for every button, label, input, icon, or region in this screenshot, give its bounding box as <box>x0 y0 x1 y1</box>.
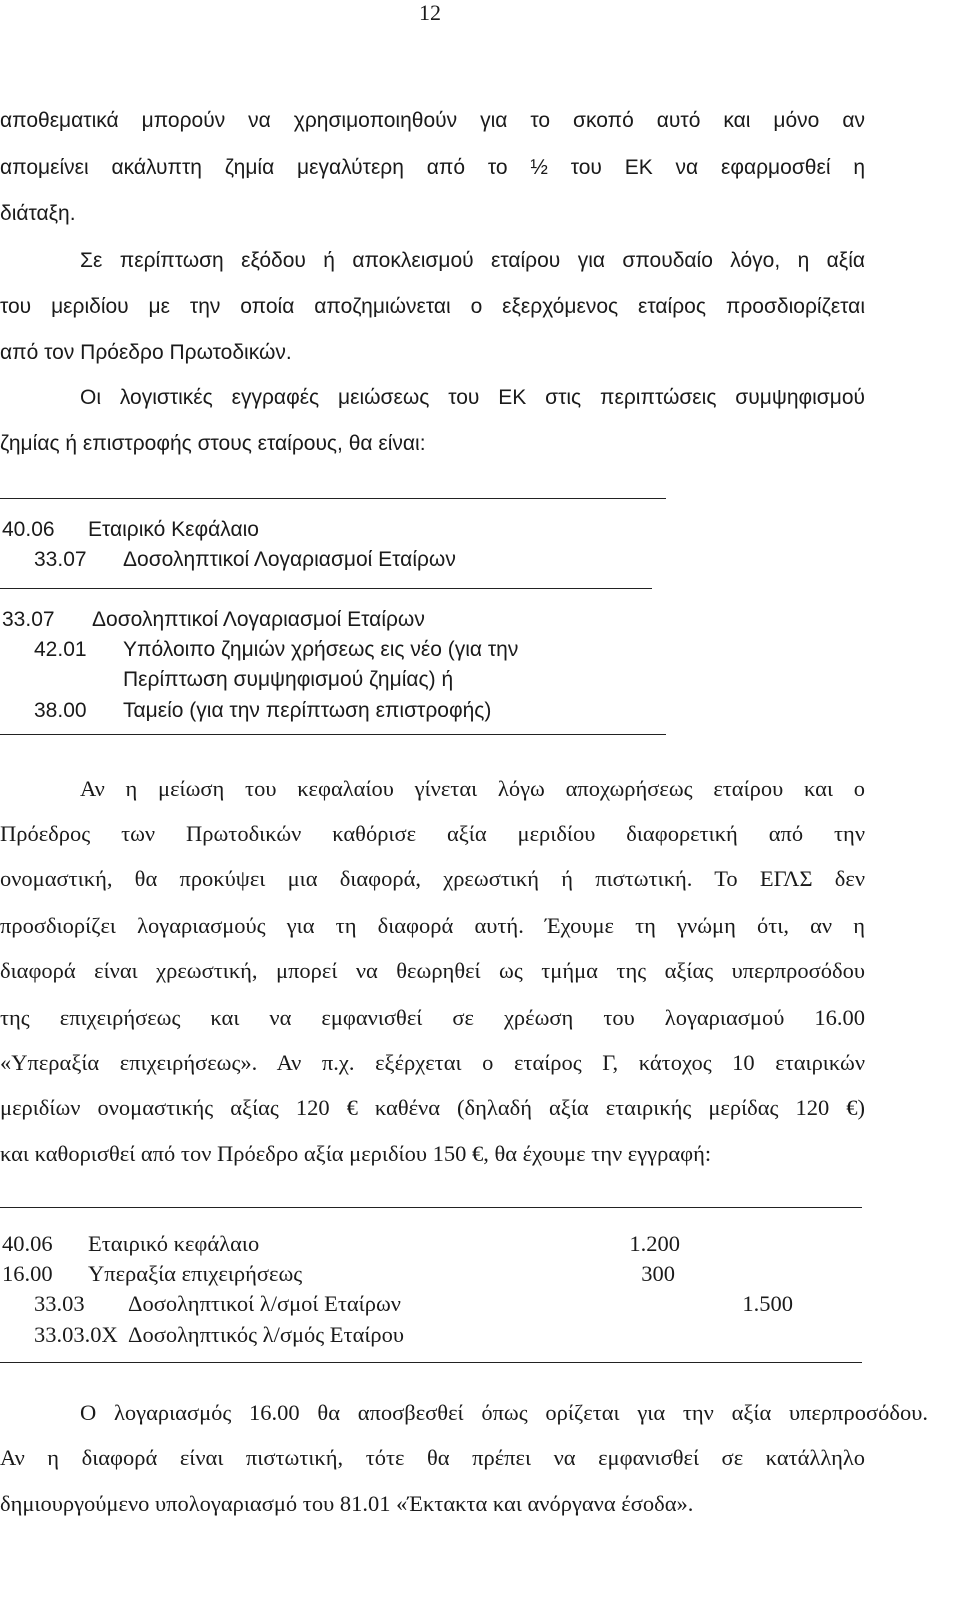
credit-amount: 1.500 <box>742 1291 793 1316</box>
account-label: Εταιρικό Κεφάλαιο <box>88 518 259 541</box>
text-line: του μεριδίου με την οποία αποζημιώνεται ο εξερχόμενος εταίρος προσδιορίζεται <box>0 295 865 318</box>
account-label: Περίπτωση συμψηφισμού ζημίας) ή <box>123 668 454 691</box>
text-line: μεριδίων ονομαστικής αξίας 120 € καθένα (δηλαδή αξία εταιρικής μερίδας 120 €) <box>0 1095 865 1120</box>
account-label: Δοσοληπτικός λ/σμός Εταίρου <box>128 1322 405 1347</box>
text-line: από τον Πρόεδρο Πρωτοδικών. <box>0 341 292 364</box>
text-line: διάταξη. <box>0 202 76 225</box>
account-code: 40.06 <box>2 518 55 541</box>
journal-rule <box>0 734 666 735</box>
text-line: ονομαστική, θα προκύψει μια διαφορά, χρεωστική ή πιστωτική. Το ΕΓΛΣ δεν <box>0 866 865 891</box>
account-label: Δοσοληπτικοί Λογαριασμοί Εταίρων <box>92 608 425 631</box>
account-label: Δοσοληπτικοί Λογαριασμοί Εταίρων <box>123 548 456 571</box>
account-code: 16.00 <box>2 1261 53 1286</box>
text-line: ζημίας ή επιστροφής στους εταίρους, θα είναι: <box>0 432 426 455</box>
text-line: «Υπεραξία επιχειρήσεως». Αν π.χ. εξέρχεται ο εταίρος Γ, κάτοχος 10 εταιρικών <box>0 1050 865 1075</box>
text-line: Οι λογιστικές εγγραφές μειώσεως του ΕΚ στις περιπτώσεις συμψηφισμού <box>80 386 865 409</box>
account-code: 38.00 <box>34 699 87 722</box>
text-line: δημιουργούμενο υπολογαριασμό του 81.01 «Έκτακτα και ανόργανα έσοδα». <box>0 1491 694 1516</box>
text-line: και καθορισθεί από τον Πρόεδρο αξία μεριδίου 150 €, θα έχουμε την εγγραφή: <box>0 1141 712 1166</box>
account-label: Υπόλοιπο ζημιών χρήσεως εις νέο (για την <box>123 638 519 661</box>
text-line: Πρόεδρος των Πρωτοδικών καθόρισε αξία μεριδίου διαφορετική από την <box>0 821 865 846</box>
journal-rule <box>0 1362 862 1363</box>
account-code: 40.06 <box>2 1231 53 1256</box>
debit-amount: 1.200 <box>629 1231 680 1256</box>
journal-rule <box>0 498 666 499</box>
journal-rule <box>0 1207 862 1208</box>
account-code: 33.07 <box>2 608 55 631</box>
account-code: 33.03.0Χ <box>34 1322 118 1347</box>
text-line: απομείνει ακάλυπτη ζημία μεγαλύτερη από το ½ του ΕΚ να εφαρμοσθεί η <box>0 156 865 179</box>
text-line: της επιχειρήσεως και να εμφανισθεί σε χρέωση του λογαριασμού 16.00 <box>0 1005 865 1030</box>
text-line: Αν η μείωση του κεφαλαίου γίνεται λόγω αποχωρήσεως εταίρου και ο <box>80 776 865 801</box>
page-number: 12 <box>419 0 441 25</box>
text-line: Ο λογαριασμός 16.00 θα αποσβεσθεί όπως ορίζεται για την αξία υπερπροσόδου. <box>80 1400 928 1425</box>
text-line: προσδιορίζει λογαριασμούς για τη διαφορά αυτή. Έχουμε τη γνώμη ότι, αν η <box>0 913 865 938</box>
account-label: Υπεραξία επιχειρήσεως <box>88 1261 303 1286</box>
text-line: διαφορά είναι χρεωστική, μπορεί να θεωρηθεί ως τμήμα της αξίας υπερπροσόδου <box>0 958 865 983</box>
account-label: Δοσοληπτικοί λ/σμοί Εταίρων <box>128 1291 401 1316</box>
debit-amount: 300 <box>641 1261 675 1286</box>
text-line: Αν η διαφορά είναι πιστωτική, τότε θα πρέπει να εμφανισθεί σε κατάλληλο <box>0 1445 865 1470</box>
account-code: 33.07 <box>34 548 87 571</box>
text-line: αποθεματικά μπορούν να χρησιμοποιηθούν για το σκοπό αυτό και μόνο αν <box>0 109 865 132</box>
text-line: Σε περίπτωση εξόδου ή αποκλεισμού εταίρου για σπουδαίο λόγο, η αξία <box>80 249 865 272</box>
account-label: Εταιρικό κεφάλαιο <box>88 1231 260 1256</box>
account-code: 33.03 <box>34 1291 85 1316</box>
account-code: 42.01 <box>34 638 87 661</box>
journal-rule <box>0 588 652 589</box>
account-label: Ταμείο (για την περίπτωση επιστροφής) <box>123 699 492 722</box>
